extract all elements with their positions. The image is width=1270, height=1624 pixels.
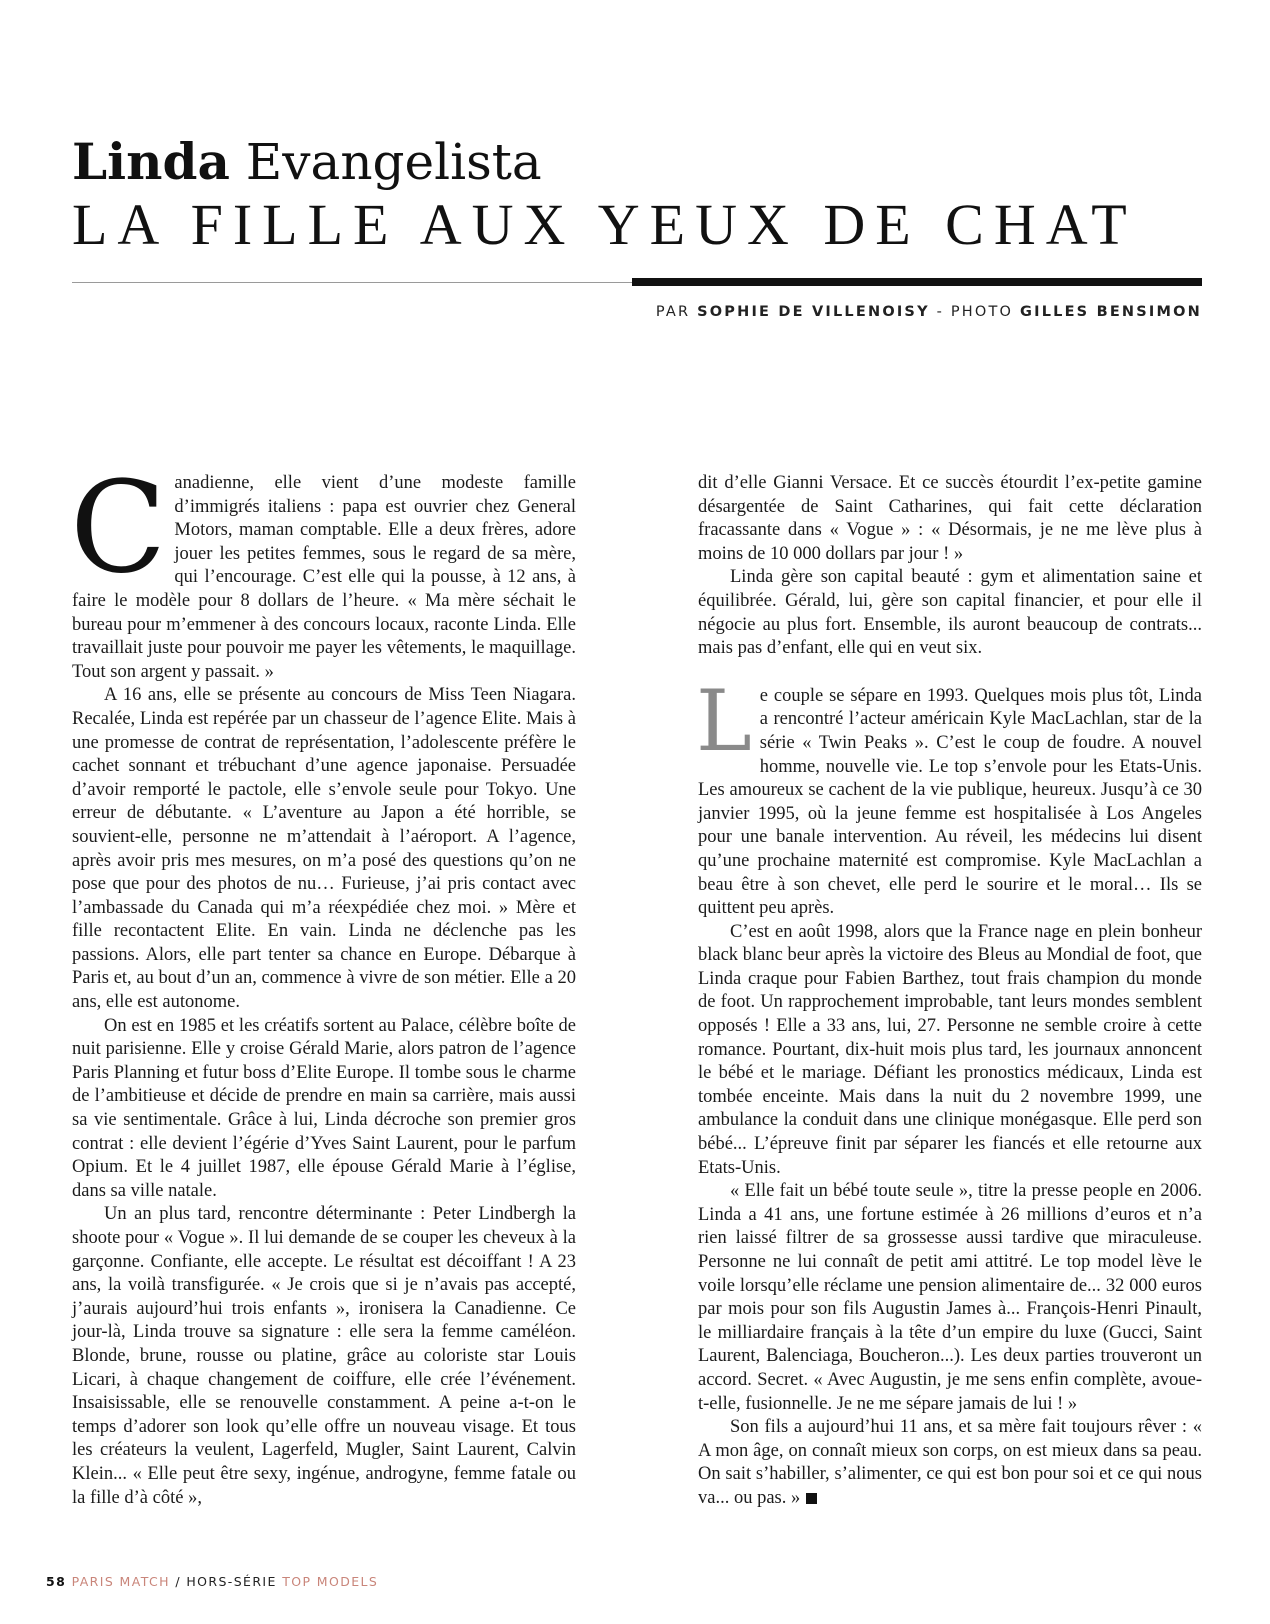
- byline-photographer: GILLES BENSIMON: [1020, 304, 1202, 320]
- paragraph-text: Son fils a aujourd’hui 11 ans, et sa mère fait toujours rêver : « A mon âge, on connaît mieux son corps, on est mieux dans sa peau. On sait s’habiller, s’alimenter, ce qui est bon pour soi et ce qui nous va... ou pas. »: [698, 1417, 1202, 1508]
- paragraph-text: e couple se sépare en 1993. Quelques mois plus tôt, Linda a rencontré l’acteur américain Kyle MacLachlan, star de la série « Twin Peaks ». C’est le coup de foudre. A nouvel homme, nouvelle vie. Le top s’envole pour les Etats-Unis. Les amoureux se cachent de la vie publique, heureux. Jusqu’à ce 30 janvier 1995, où la jeune femme est hospitalisée à Los Angeles pour une banale intervention. Au réveil, les médecins lui disent qu’une prochaine maternité est compromise. Kyle MacLachlan a beau être à son chevet, elle perd le sourire et le moral… Ils se quittent peu après.: [698, 685, 1202, 919]
- paragraph: [70, 454, 576, 684]
- article-column-left: [70, 454, 576, 1510]
- paragraph: Un an plus tard, rencontre déterminante : Peter Lindbergh la shoote pour « Vogue ». Il lui demande de se couper les cheveux à la garçonne. Confiante, elle accepte. Le résultat est décoiffant ! A 23 ans, la voilà transfigurée. « Je crois que si je n’avais pas accepté, j’aurais aujourd’hui trois enfants », ironisera la Canadienne. Ce jour-là, Linda trouve sa signature : elle sera la femme caméléon. Blonde, brune, rousse ou platine, grâce au coloriste star Louis Licari, à chaque changement de coiffure, elle crée l’événement. Insaisissable, elle se renouvelle constamment. A peine a-t-on le temps d’adorer son look qu’elle offre un nouveau visage. Et tous les créateurs la veulent, Lagerfeld, Mugler, Saint Laurent, Calvin Klein... « Elle peut être sexy, ingénue, androgyne, femme fatale ou la fille d’à côté »,: [72, 1204, 576, 1508]
- footer-edition: HORS-SÉRIE: [186, 1574, 277, 1589]
- byline-par-label: PAR: [655, 304, 691, 320]
- article-title-block: [72, 132, 1202, 258]
- title-divider-thick: [632, 278, 1202, 286]
- article-column-right: [698, 472, 1202, 1511]
- paragraph: [698, 1416, 1202, 1510]
- article-title: [72, 132, 1202, 192]
- paragraph: dit d’elle Gianni Versace. Et ce succès étourdit l’ex-petite gamine désargentée de Saint Catharines, qui fait cette déclaration fracassante dans « Vogue » : « Désormais, je ne me lève plus à moins de 10 000 dollars par jour ! »: [698, 473, 1202, 564]
- paragraph: C’est en août 1998, alors que la France nage en plein bonheur black blanc beur après la victoire des Bleus au Mondial de foot, que Linda craque pour Fabien Barthez, tout frais champion du monde de foot. Un rapprochement improbable, tant leurs mondes semblent opposés ! Elle a 33 ans, lui, 27. Personne ne semble croire à cette romance. Pourtant, dix-huit mois plus tard, les journaux annoncent le bébé et le mariage. Défiant les pronostics médicaux, Linda est tombée enceinte. Mais dans la nuit du 2 novembre 1999, une ambulance la conduit dans une clinique monégasque. Elle perd son bébé... L’épreuve finit par séparer les fiancés et elle retourne aux Etats-Unis.: [698, 921, 1202, 1178]
- end-of-article-square-icon: [806, 1493, 817, 1504]
- title-first-name: Linda: [72, 132, 230, 191]
- byline-photo-label: PHOTO: [950, 304, 1014, 320]
- footer-magazine: PARIS MATCH: [71, 1574, 170, 1589]
- page-footer: [46, 1574, 378, 1589]
- paragraph: [696, 671, 1202, 921]
- paragraph: Linda gère son capital beauté : gym et alimentation saine et équilibrée. Gérald, lui, gère son capital financier, et pour elle il négocie au plus fort. Ensemble, ils auront beaucoup de contrats... mais pas d’enfant, elle qui en veut six.: [698, 567, 1202, 659]
- title-last-name: Evangelista: [245, 133, 542, 191]
- byline-separator: -: [936, 304, 945, 320]
- footer-separator: /: [175, 1574, 181, 1589]
- dropcap-l: L: [696, 671, 752, 770]
- byline: [656, 304, 1202, 320]
- article-subtitle: LA FILLE AUX YEUX DE CHAT: [72, 192, 1137, 257]
- page-number: 58: [46, 1574, 67, 1589]
- paragraph-text: anadienne, elle vient d’une modeste famille d’immigrés italiens : papa est ouvrier chez General Motors, maman comptable. Elle a deux frères, adore jouer les petites femmes, sous le regard de sa mère, qui l’encourage. C’est elle qui la pousse, à 12 ans, à faire le modèle pour 8 dollars de l’heure. « Ma mère séchait le bureau pour m’emmener à des concours locaux, raconte Linda. Elle travaillait juste pour pouvoir me payer les vêtements, le maquillage. Tout son argent y passait. »: [72, 473, 576, 682]
- footer-issue-title: TOP MODELS: [282, 1574, 379, 1589]
- dropcap-c: C: [70, 454, 167, 601]
- byline-author: SOPHIE DE VILLENOISY: [697, 304, 930, 320]
- paragraph: A 16 ans, elle se présente au concours de Miss Teen Niagara. Recalée, Linda est repérée par un chasseur de l’agence Elite. Mais à une promesse de contrat de représentation, l’adolescente préfère le cachet sonnant et trébuchant d’une agence japonaise. Persuadée d’avoir remporté le pactole, elle s’envole seule pour Tokyo. Une erreur de débutante. « L’aventure au Japon a été horrible, se souvient-elle, personne ne m’attendait à l’aéroport. A l’agence, après avoir pris mes mesures, on m’a posé des questions qu’on ne pose que pour des photos de nu… Furieuse, j’ai pris contact avec l’ambassade du Canada qui m’a réexpédiée chez moi. » Mère et fille recontactent Elite. En vain. Linda ne déclenche pas les passions. Alors, elle part tenter sa chance en Europe. Débarque à Paris et, au bout d’un an, commence à vivre de son métier. Elle a 20 ans, elle est autonome.: [72, 685, 576, 1013]
- paragraph: On est en 1985 et les créatifs sortent au Palace, célèbre boîte de nuit parisienne. Elle y croise Gérald Marie, alors patron de l’agence Paris Planning et futur boss d’Elite Europe. Il tombe sous le charme de l’ambitieuse et décide de prendre en main sa carrière, mais aussi sa vie sentimentale. Grâce à lui, Linda décroche son premier gros contrat : elle devient l’égérie d’Yves Saint Laurent, pour le parfum Opium. Et le 4 juillet 1987, elle épouse Gérald Marie à l’église, dans sa ville natale.: [72, 1015, 576, 1201]
- paragraph: « Elle fait un bébé toute seule », titre la presse people en 2006. Linda a 41 ans, une fortune estimée à 26 millions d’euros et n’a rien laissé filtrer de sa grossesse aussi tardive que miraculeuse. Personne ne lui connaît de petit ami attitré. Le top model lève le voile lorsqu’elle réclame une pension alimentaire de... 32 000 euros par mois pour son fils Augustin James à... François-Henri Pinault, le milliardaire français à la tête d’un empire du luxe (Gucci, Saint Laurent, Balenciaga, Boucheron...). Les deux parties trouveront un accord. Secret. « Avec Augustin, je me sens enfin complète, avoue-t-elle, fusionnelle. Je ne me sépare jamais de lui ! »: [698, 1181, 1202, 1414]
